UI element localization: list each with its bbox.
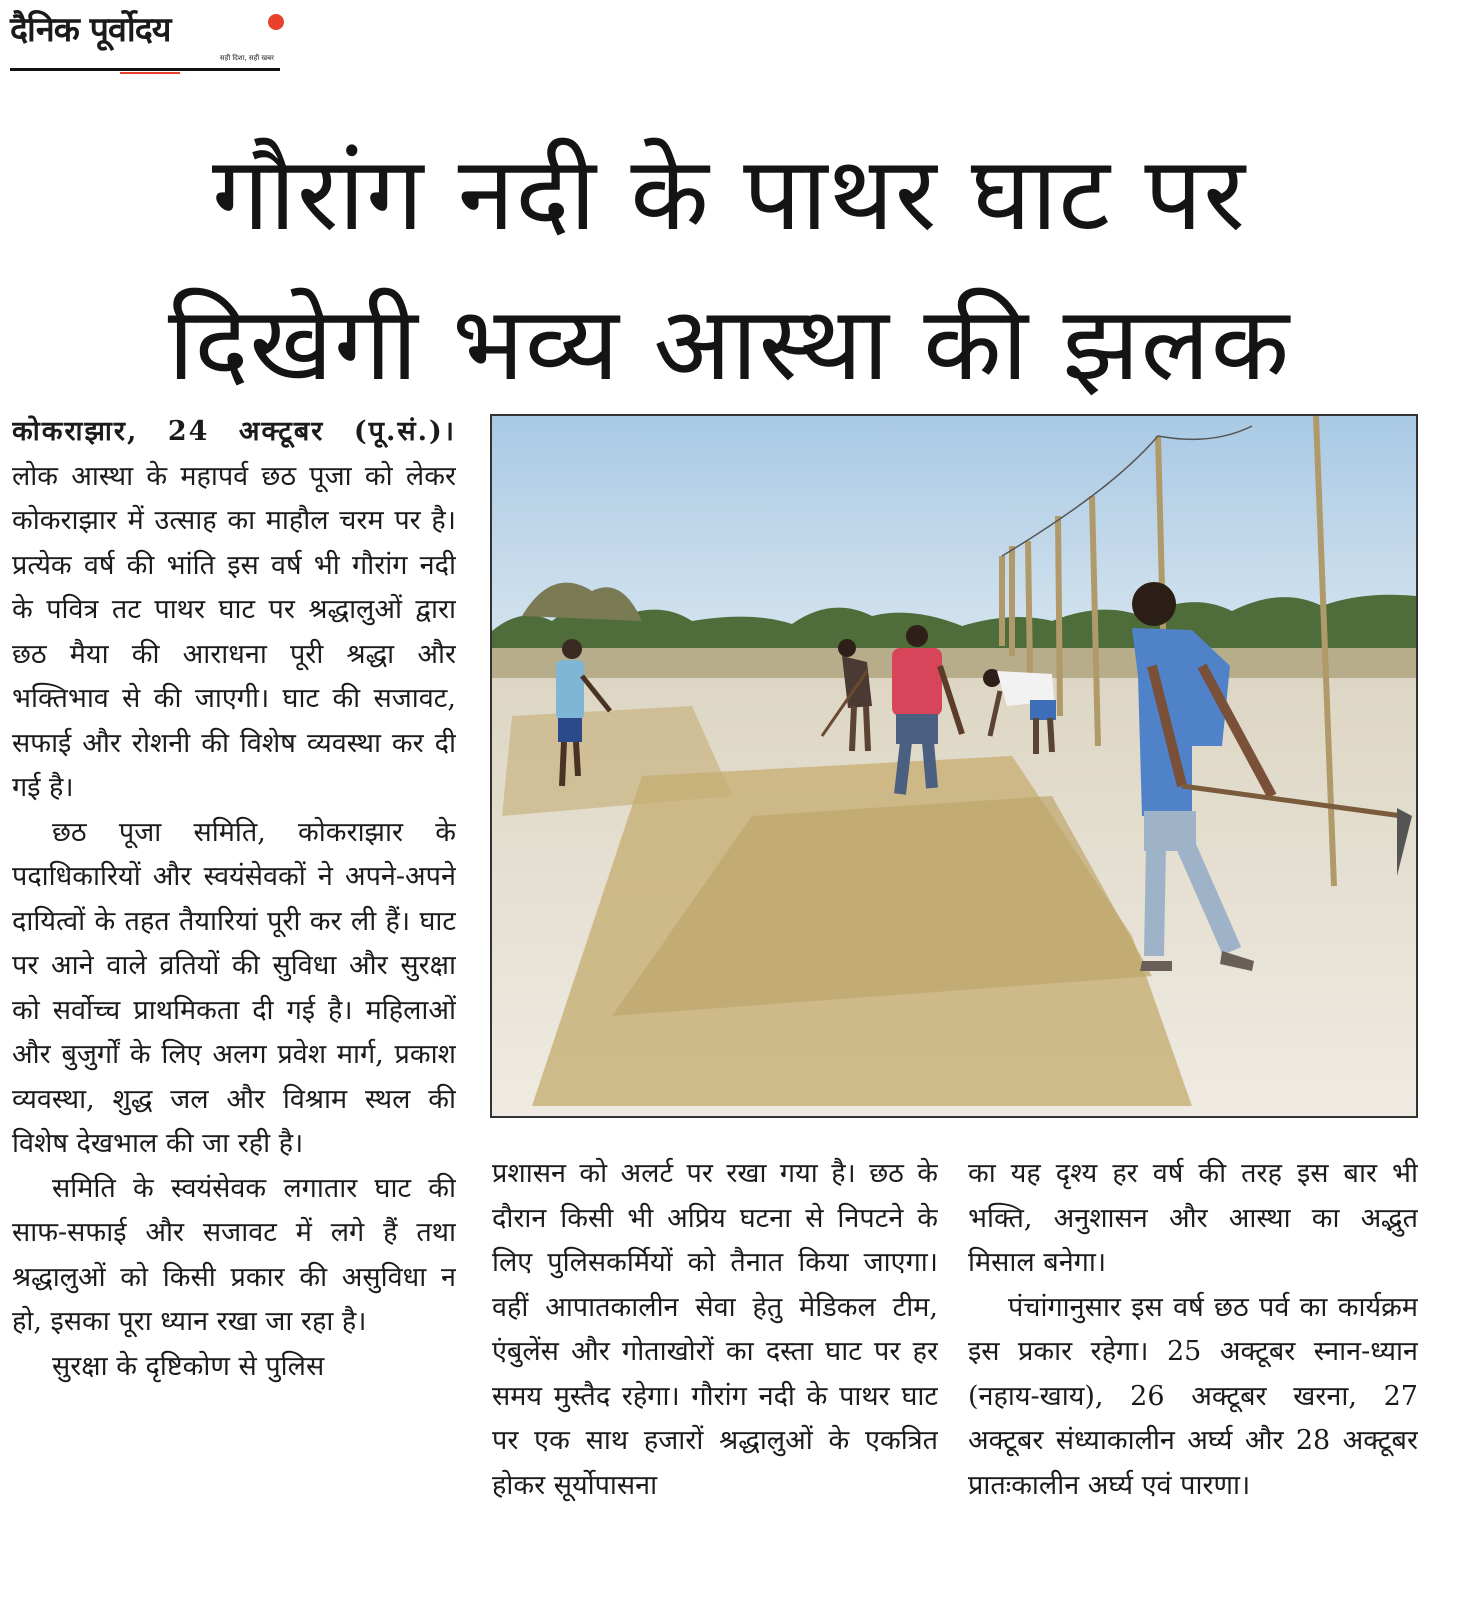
headline-line-2: दिखेगी भव्य आस्था की झलक <box>167 285 1291 404</box>
article-column-3 <box>968 1152 1418 1604</box>
article-paragraph-7: पंचांगानुसार इस वर्ष छठ पर्व का कार्यक्रम इस प्रकार रहेगा। 25 अक्टूबर स्नान-ध्यान (नहाय-खाय), 26 अक्टूबर खरना, 27 अक्टूबर संध्याकालीन अर्घ्य और 28 अक्टूबर प्रातःकालीन अर्घ्य एवं पारणा। <box>968 1291 1418 1501</box>
article-paragraph-5: प्रशासन को अलर्ट पर रखा गया है। छठ के दौरान किसी भी अप्रिय घटना से निपटने के लिए पुलिसकर्मियों को तैनात किया जाएगा। वहीं आपातकालीन सेवा हेतु मेडिकल टीम, एंबुलेंस और गोताखोरों का दस्ता घाट पर हर समय मुस्तैद रहेगा। गौरांग नदी के पाथर घाट पर एक साथ हजारों श्रद्धालुओं के एकत्रित होकर सूर्योपासना <box>492 1158 938 1501</box>
headline <box>20 120 1438 420</box>
article-paragraph-4: सुरक्षा के दृष्टिकोण से पुलिस <box>52 1350 325 1382</box>
masthead <box>10 10 280 72</box>
dateline: कोकराझार, 24 अक्टूबर (पू.सं.)। <box>12 416 456 447</box>
masthead-rule-accent <box>120 72 180 74</box>
article-paragraph-3: समिति के स्वयंसेवक लगातार घाट की साफ-सफाई और सजावट में लगे हैं तथा श्रद्धालुओं को किसी प्रकार की असुविधा न हो, इसका पूरा ध्यान रखा जा रहा है। <box>12 1172 456 1337</box>
newspaper-logo: दैनिक पूर्वोदय <box>10 10 171 50</box>
article-paragraph-1: कोकराझार, 24 अक्टूबर (पू.सं.)। लोक आस्था के महापर्व छठ पूजा को लेकर कोकराझार में उत्साह का माहौल चरम पर है। प्रत्येक वर्ष की भांति इस वर्ष भी गौरांग नदी के पवित्र तट पाथर घाट पर श्रद्धालुओं द्वारा छठ मैया की आराधना पूरी श्रद्धा और भक्तिभाव से की जाएगी। घाट की सजावट, सफाई और रोशनी की विशेष व्यवस्था कर दी गई है। <box>12 416 456 803</box>
article-column-2 <box>492 1152 938 1604</box>
article-paragraph-6: का यह दृश्य हर वर्ष की तरह इस बार भी भक्ति, अनुशासन और आस्था का अद्भुत मिसाल बनेगा। <box>968 1158 1418 1278</box>
article-paragraph-2: छठ पूजा समिति, कोकराझार के पदाधिकारियों और स्वयंसेवकों ने अपने-अपने दायित्वों के तहत तैयारियां पूरी कर ली हैं। घाट पर आने वाले व्रतियों की सुविधा और सुरक्षा को सर्वोच्च प्राथमिकता दी गई है। महिलाओं और बुजुर्गों के लिए अलग प्रवेश मार्ग, प्रकाश व्यवस्था, शुद्ध जल और विश्राम स्थल की विशेष देखभाल की जा रही है। <box>12 816 456 1159</box>
headline-line-1: गौरांग नदी के पाथर घाट पर <box>211 135 1247 254</box>
photo-volunteers-cleaning-ghat <box>492 416 1416 1116</box>
article-photo <box>490 414 1418 1118</box>
logo-dot-icon <box>268 14 284 30</box>
article-column-1 <box>12 410 456 1604</box>
masthead-rule <box>10 68 280 71</box>
logo-tagline: सही दिशा, सही खबर <box>219 54 274 62</box>
